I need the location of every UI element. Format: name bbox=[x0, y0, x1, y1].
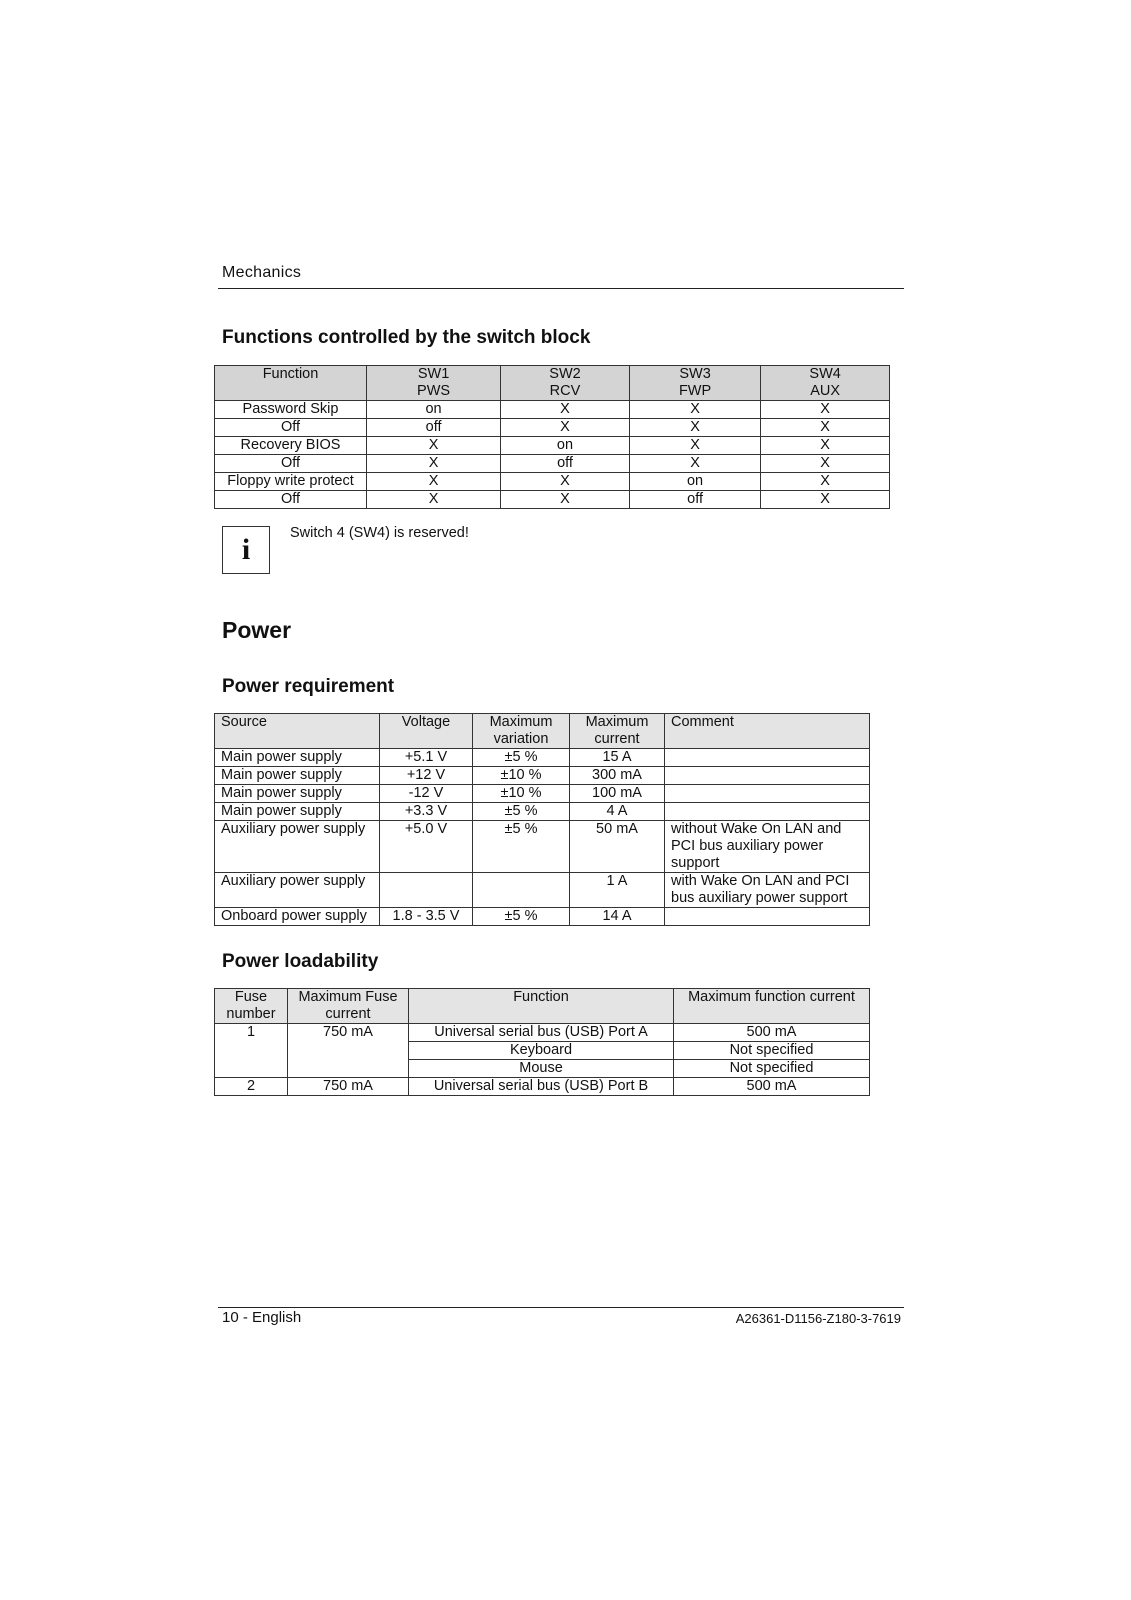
column-header: Comment bbox=[665, 714, 870, 749]
page-number: 10 - English bbox=[222, 1309, 302, 1326]
switch-block-table bbox=[214, 365, 890, 509]
column-header: Fuse number bbox=[215, 989, 288, 1024]
table-cell: Main power supply bbox=[215, 803, 380, 821]
function-current-cell: Not specified bbox=[674, 1060, 870, 1078]
table-cell: -12 V bbox=[380, 785, 473, 803]
table-cell: Off bbox=[215, 491, 367, 509]
table-cell: X bbox=[761, 419, 890, 437]
footer-divider bbox=[218, 1307, 904, 1308]
power-requirement-table bbox=[214, 713, 870, 926]
table-cell: X bbox=[501, 401, 630, 419]
fuse-current-cell: 750 mA bbox=[288, 1024, 409, 1078]
table-row bbox=[215, 473, 890, 491]
table-header-row bbox=[215, 714, 870, 749]
table-cell: 300 mA bbox=[570, 767, 665, 785]
table-cell: off bbox=[629, 491, 760, 509]
table-row bbox=[215, 491, 890, 509]
table-header-row bbox=[215, 989, 870, 1024]
table-cell: ±5 % bbox=[473, 749, 570, 767]
column-header: Function bbox=[215, 366, 367, 401]
power-requirement-heading: Power requirement bbox=[222, 676, 395, 697]
function-cell: Mouse bbox=[409, 1060, 674, 1078]
column-header: Source bbox=[215, 714, 380, 749]
table-cell: +3.3 V bbox=[380, 803, 473, 821]
table-cell: Main power supply bbox=[215, 767, 380, 785]
table-cell: X bbox=[367, 455, 501, 473]
header-divider bbox=[218, 288, 904, 289]
table-row bbox=[215, 803, 870, 821]
table-row bbox=[215, 908, 870, 926]
table-row bbox=[215, 1024, 870, 1042]
fuse-number-cell: 2 bbox=[215, 1078, 288, 1096]
table-row bbox=[215, 749, 870, 767]
column-header: Maximum variation bbox=[473, 714, 570, 749]
table-cell: Main power supply bbox=[215, 785, 380, 803]
table-cell bbox=[665, 908, 870, 926]
table-cell: +5.0 V bbox=[380, 821, 473, 873]
table-cell: +12 V bbox=[380, 767, 473, 785]
table-cell: on bbox=[501, 437, 630, 455]
table-row bbox=[215, 437, 890, 455]
table-row bbox=[215, 1078, 870, 1096]
table-cell: X bbox=[761, 455, 890, 473]
column-header: Maximum Fuse current bbox=[288, 989, 409, 1024]
power-loadability-heading: Power loadability bbox=[222, 951, 379, 972]
table-cell: Off bbox=[215, 455, 367, 473]
table-cell: 14 A bbox=[570, 908, 665, 926]
column-header: Maximum function current bbox=[674, 989, 870, 1024]
table-row bbox=[215, 419, 890, 437]
table-cell: Auxiliary power supply bbox=[215, 873, 380, 908]
table-cell: +5.1 V bbox=[380, 749, 473, 767]
column-header: Voltage bbox=[380, 714, 473, 749]
table-cell: 15 A bbox=[570, 749, 665, 767]
table-cell bbox=[665, 749, 870, 767]
function-current-cell: Not specified bbox=[674, 1042, 870, 1060]
column-header: SW1 PWS bbox=[367, 366, 501, 401]
table-cell: X bbox=[629, 455, 760, 473]
table-cell: 100 mA bbox=[570, 785, 665, 803]
table-cell: X bbox=[761, 401, 890, 419]
table-cell: ±10 % bbox=[473, 785, 570, 803]
table-cell: ±5 % bbox=[473, 908, 570, 926]
table-cell: ±5 % bbox=[473, 803, 570, 821]
table-cell: on bbox=[367, 401, 501, 419]
table-cell: on bbox=[629, 473, 760, 491]
function-cell: Keyboard bbox=[409, 1042, 674, 1060]
function-cell: Universal serial bus (USB) Port B bbox=[409, 1078, 674, 1096]
info-icon: i bbox=[222, 526, 270, 574]
table-cell: X bbox=[367, 437, 501, 455]
table-cell bbox=[665, 767, 870, 785]
table-cell: Floppy write protect bbox=[215, 473, 367, 491]
switch-block-heading: Functions controlled by the switch block bbox=[222, 327, 591, 348]
table-cell bbox=[473, 873, 570, 908]
table-cell bbox=[665, 785, 870, 803]
table-cell bbox=[665, 803, 870, 821]
table-cell: Recovery BIOS bbox=[215, 437, 367, 455]
table-cell bbox=[380, 873, 473, 908]
column-header: Function bbox=[409, 989, 674, 1024]
column-header: SW3 FWP bbox=[629, 366, 760, 401]
table-cell: without Wake On LAN and PCI bus auxiliary power support bbox=[665, 821, 870, 873]
power-heading: Power bbox=[222, 617, 292, 643]
fuse-current-cell: 750 mA bbox=[288, 1078, 409, 1096]
table-cell: 1 A bbox=[570, 873, 665, 908]
table-cell: X bbox=[629, 437, 760, 455]
running-header: Mechanics bbox=[222, 264, 302, 281]
table-cell: ±5 % bbox=[473, 821, 570, 873]
table-cell: Onboard power supply bbox=[215, 908, 380, 926]
fuse-number-cell: 1 bbox=[215, 1024, 288, 1078]
table-row bbox=[215, 401, 890, 419]
table-cell: 1.8 - 3.5 V bbox=[380, 908, 473, 926]
table-header-row bbox=[215, 366, 890, 401]
column-header: SW2 RCV bbox=[501, 366, 630, 401]
table-cell: X bbox=[501, 491, 630, 509]
table-row bbox=[215, 455, 890, 473]
table-row bbox=[215, 767, 870, 785]
column-header: SW4 AUX bbox=[761, 366, 890, 401]
table-cell: off bbox=[367, 419, 501, 437]
table-cell: X bbox=[367, 491, 501, 509]
function-current-cell: 500 mA bbox=[674, 1024, 870, 1042]
table-cell: X bbox=[761, 473, 890, 491]
table-cell: Password Skip bbox=[215, 401, 367, 419]
table-cell: X bbox=[761, 437, 890, 455]
table-cell: X bbox=[501, 419, 630, 437]
table-cell: X bbox=[629, 401, 760, 419]
table-cell: with Wake On LAN and PCI bus auxiliary power support bbox=[665, 873, 870, 908]
table-cell: off bbox=[501, 455, 630, 473]
column-header: Maximum current bbox=[570, 714, 665, 749]
table-cell: Main power supply bbox=[215, 749, 380, 767]
table-row bbox=[215, 821, 870, 873]
table-cell: ±10 % bbox=[473, 767, 570, 785]
table-cell: X bbox=[501, 473, 630, 491]
table-cell: 4 A bbox=[570, 803, 665, 821]
document-id: A26361-D1156-Z180-3-7619 bbox=[735, 1311, 901, 1326]
power-loadability-table bbox=[214, 988, 870, 1096]
table-cell: 50 mA bbox=[570, 821, 665, 873]
table-cell: X bbox=[761, 491, 890, 509]
function-current-cell: 500 mA bbox=[674, 1078, 870, 1096]
reserved-note: Switch 4 (SW4) is reserved! bbox=[290, 525, 469, 541]
table-cell: Auxiliary power supply bbox=[215, 821, 380, 873]
table-cell: X bbox=[629, 419, 760, 437]
table-cell: Off bbox=[215, 419, 367, 437]
table-cell: X bbox=[367, 473, 501, 491]
table-row bbox=[215, 785, 870, 803]
table-row bbox=[215, 873, 870, 908]
function-cell: Universal serial bus (USB) Port A bbox=[409, 1024, 674, 1042]
